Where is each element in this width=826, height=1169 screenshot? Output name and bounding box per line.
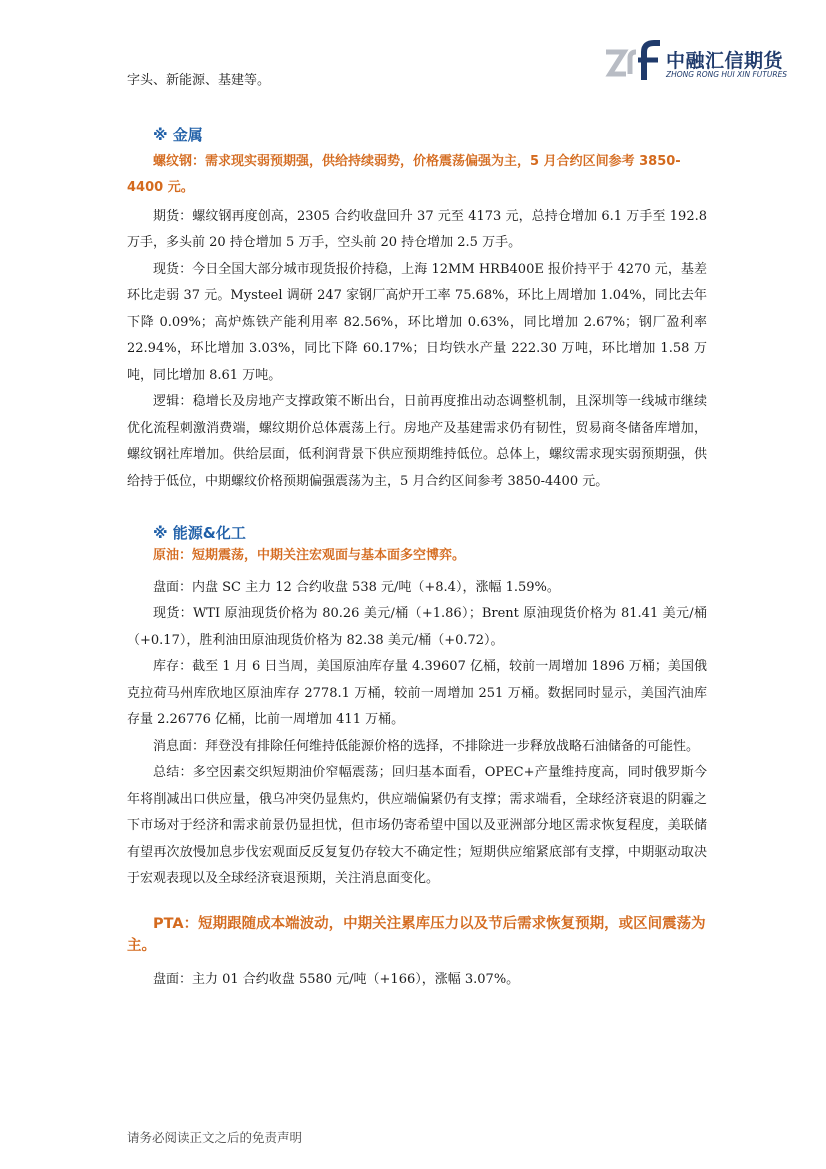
logo-chinese-name: 中融汇信期货 [666, 50, 784, 72]
crude-market-paragraph: 盘面：内盘 SC 主力 12 合约收盘 538 元/吨（+8.4），涨幅 1.59%。 [153, 579, 560, 595]
crude-headline: 原油：短期震荡，中期关注宏观面与基本面多空博弈。 [153, 548, 466, 563]
rebar-spot-paragraph: 现货：今日全国大部分城市现货报价持稳，上海 12MM HRB400E 报价持平于 4270 元，基差环比走弱 37 元。Mysteel 调研 247 家钢厂高炉开工率 75.68%，环比上周增加 1.04%，同比去年下降 0.09%；高炉炼铁产能利用率 82.56%，环比增加 0.63%，同比增加 2.67%；钢厂盈利率 22.94%，环比增加 3.03%，同比下降 60.17%；日均铁水产量 222.30 万吨，环比增加 1.58 万吨，同比增加 8.61 万吨。 [127, 261, 707, 383]
pta-market-paragraph: 盘面：主力 01 合约收盘 5580 元/吨（+166），涨幅 3.07%。 [153, 971, 520, 987]
report-body [127, 68, 707, 993]
pta-headline: PTA：短期跟随成本端波动，中期关注累库压力以及节后需求恢复预期，或区间震荡为主。 [127, 915, 706, 954]
crude-summary-paragraph: 总结：多空因素交织短期油价窄幅震荡；回归基本面看，OPEC+产量维持度高，同时俄罗斯今年将削减出口供应量，俄乌冲突仍显焦灼，供应端偏紧仍有支撑；需求端看，全球经济衰退的阴霾之下市场对于经济和需求前景仍显担忧，但市场仍寄希望中国以及亚洲部分地区需求恢复程度，美联储有望再次放慢加息步伐宏观面反反复复仍存较大不确定性；短期供应缩紧底部有支撑，中期驱动取决于宏观表现以及全球经济衰退预期，关注消息面变化。 [127, 765, 707, 886]
rebar-logic-paragraph: 逻辑：稳增长及房地产支撑政策不断出台，日前再度推出动态调整机制，且深圳等一线城市继续优化流程刺激消费端，螺纹期价总体震荡上行。房地产及基建需求仍有韧性，贸易商冬储备库增加，螺纹钢社库增加。供给层面，低利润背景下供应预期维持低位。总体上，螺纹需求现实弱预期强，供给持于低位，中期螺纹价格预期偏强震荡为主，5 月合约区间参考 3850-4400 元。 [127, 394, 707, 489]
logo-english-name: ZHONG RONG HUI XIN FUTURES [666, 70, 788, 79]
section-title-energy: ※ 能源&化工 [153, 524, 246, 542]
crude-news-paragraph: 消息面：拜登没有排除任何维持低能源价格的选择，不排除进一步释放战略石油储备的可能性。 [153, 738, 700, 754]
rebar-futures-paragraph: 期货：螺纹钢再度创高，2305 合约收盘回升 37 元至 4173 元，总持仓增加 6.1 万手至 192.8 万手，多头前 20 持仓增加 5 万手，空头前 20 持仓增加 2.5 万手。 [127, 208, 707, 250]
crude-inventory-paragraph: 库存：截至 1 月 6 日当周，美国原油库存量 4.39607 亿桶，较前一周增加 1896 万桶；美国俄克拉荷马州库欣地区原油库存 2778.1 万桶，较前一周增加 251 万桶。数据同时显示，美国汽油库存量 2.26776 亿桶，比前一周增加 411 万桶。 [127, 659, 707, 727]
section-title-metals: ※ 金属 [153, 125, 203, 144]
intro-tail-text: 字头、新能源、基建等。 [127, 73, 271, 88]
crude-spot-paragraph: 现货：WTI 原油现货价格为 80.26 美元/桶（+1.86）；Brent 原油现货价格为 81.41 美元/桶（+0.17），胜利油田原油现货价格为 82.38 美元/桶（+0.72）。 [127, 606, 707, 648]
rebar-headline: 螺纹钢：需求现实弱预期强，供给持续弱势，价格震荡偏强为主，5 月合约区间参考 3850-4400 元。 [127, 153, 681, 195]
disclaimer-footer: 请务必阅读正文之后的免责声明 [127, 1130, 303, 1145]
